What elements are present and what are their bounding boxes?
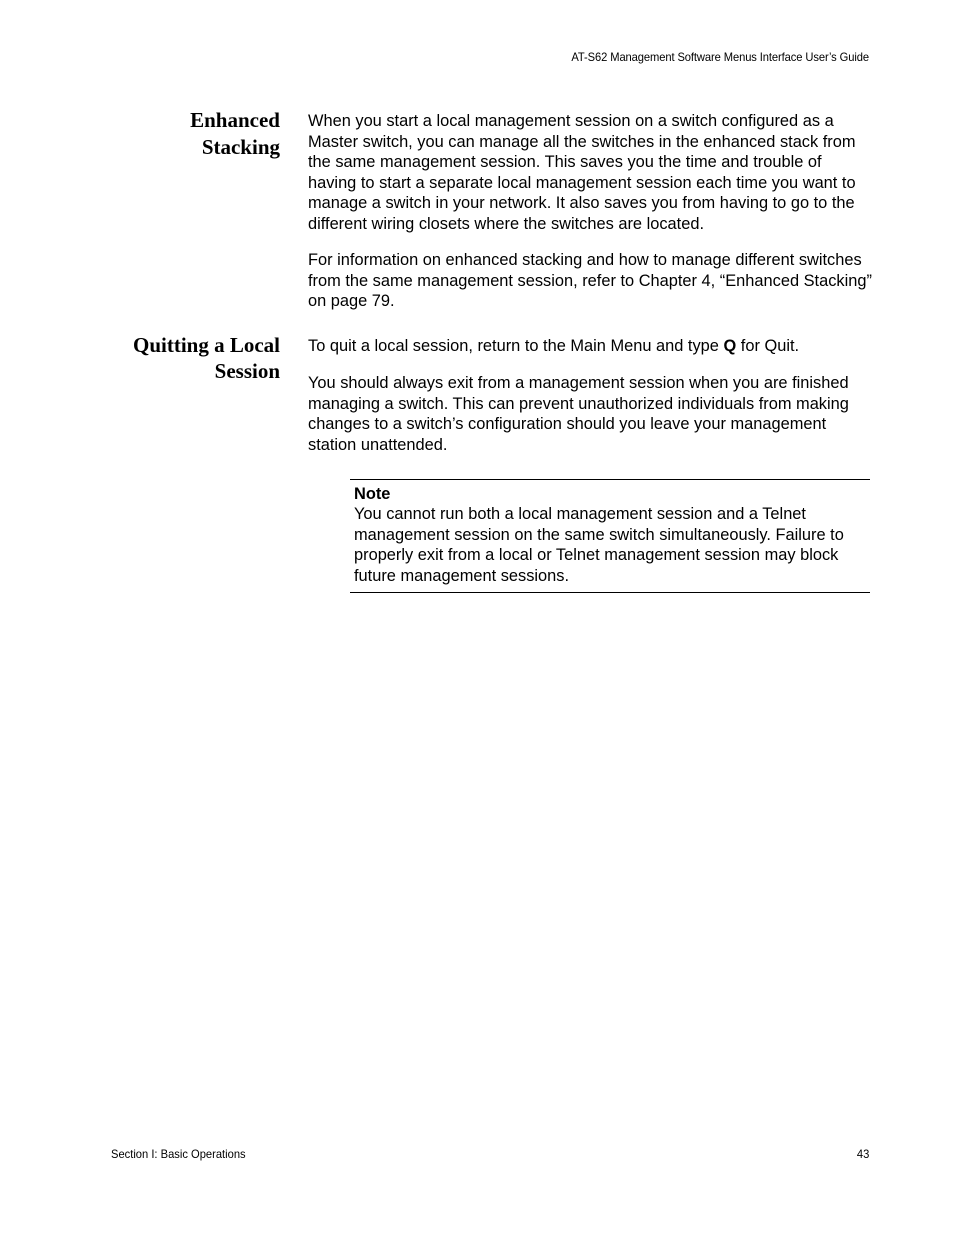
heading-line: Session [214, 359, 280, 383]
heading-line: Stacking [201, 135, 280, 159]
quit-instruction-text: for Quit. [736, 337, 800, 355]
heading-line: Quitting a Local [132, 333, 280, 357]
footer-page-number: 43 [856, 1147, 869, 1161]
enhanced-stacking-paragraph-1: When you start a local management session on a switch configured as a Master switch, you can manage all the switches in the enhanced stack from the same management session. This saves you the time and trouble of having to start a separate local management session each time you want to manage a switch in your network. It also saves you from having to go to the different wiring closets where the switches are located. [308, 112, 856, 233]
note-box [350, 479, 870, 593]
quit-key: Q [723, 337, 737, 355]
note-text: You cannot run both a local management session and a Telnet management session on the same switch simultaneously. Failure to properly exit from a local or Telnet management session may block future management sessions. [354, 505, 844, 585]
heading-line: Enhanced [190, 108, 280, 132]
quit-instruction-text: To quit a local session, return to the Main Menu and type [308, 337, 724, 355]
running-header: AT-S62 Management Software Menus Interface User’s Guide [571, 50, 869, 64]
section-heading-quitting-local-session [80, 332, 280, 384]
quitting-session-paragraph: You should always exit from a management session when you are finished managing a switch. This can prevent unauthorized individuals from making changes to a switch’s configuration should you leave your management station unattended. [308, 374, 849, 454]
section-heading-enhanced-stacking [80, 107, 280, 161]
enhanced-stacking-paragraph-2: For information on enhanced stacking and how to manage different switches from the same management session, refer to Chapter 4, “Enhanced Stacking” on page 79. [308, 251, 872, 310]
quit-instruction-paragraph [308, 336, 873, 357]
note-title: Note [354, 485, 391, 503]
footer-section-label: Section I: Basic Operations [111, 1147, 246, 1161]
